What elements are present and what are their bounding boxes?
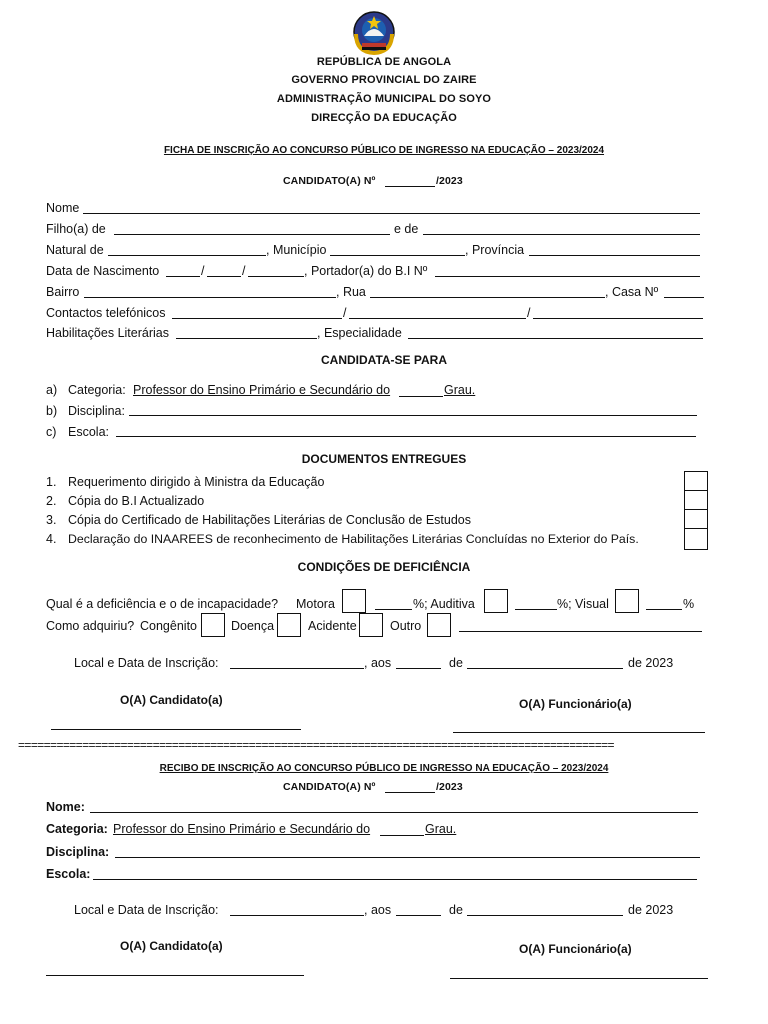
e-de-label: e de bbox=[394, 222, 419, 236]
doc-item-requerimento: Requerimento dirigido à Ministra da Educação bbox=[68, 475, 325, 489]
categoria-label: Categoria: bbox=[68, 383, 126, 397]
casa-field[interactable] bbox=[664, 297, 704, 298]
escola-field[interactable] bbox=[116, 436, 696, 437]
phone-field-1[interactable] bbox=[172, 318, 342, 319]
form-title: FICHA DE INSCRIÇÃO AO CONCURSO PÚBLICO DE INGRESSO NA EDUCAÇÃO – 2023/2024 bbox=[163, 145, 605, 156]
rua-field[interactable] bbox=[370, 297, 605, 298]
doc-item-num: 4. bbox=[46, 532, 57, 546]
date-slash: / bbox=[201, 264, 205, 278]
local-data-label: Local e Data de Inscrição: bbox=[74, 656, 219, 670]
phone-slash: / bbox=[343, 306, 347, 320]
signature-candidato-label: O(A) Candidato(a) bbox=[120, 693, 223, 707]
contactos-label: Contactos telefónicos bbox=[46, 306, 166, 320]
casa-label: , Casa Nº bbox=[605, 285, 659, 299]
escola-label: Escola: bbox=[68, 425, 109, 439]
recibo-title: RECIBO DE INSCRIÇÃO AO CONCURSO PÚBLICO DE INGRESSO NA EDUCAÇÃO – 2023/2024 bbox=[159, 763, 609, 774]
especialidade-field[interactable] bbox=[408, 338, 703, 339]
recibo-signature-funcionario-line[interactable] bbox=[450, 978, 708, 979]
doc-item-num: 1. bbox=[46, 475, 57, 489]
portador-label: , Portador(a) do B.I Nº bbox=[304, 264, 428, 278]
recibo-disciplina-label: Disciplina: bbox=[46, 845, 110, 859]
doc-item-num: 3. bbox=[46, 513, 57, 527]
aos-label: , aos bbox=[364, 656, 392, 670]
recibo-disciplina-field[interactable] bbox=[115, 857, 700, 858]
visual-checkbox[interactable] bbox=[615, 589, 639, 613]
outro-label: Outro bbox=[390, 619, 422, 633]
acidente-checkbox[interactable] bbox=[359, 613, 383, 637]
documentos-heading: DOCUMENTOS ENTREGUES bbox=[301, 452, 467, 466]
recibo-categoria-label: Categoria: bbox=[46, 822, 108, 836]
grau-label: Grau. bbox=[444, 383, 476, 397]
motora-checkbox[interactable] bbox=[342, 589, 366, 613]
congenito-checkbox[interactable] bbox=[201, 613, 225, 637]
recibo-categoria-value: Professor do Ensino Primário e Secundário do bbox=[113, 822, 371, 836]
recibo-escola-label: Escola: bbox=[46, 867, 91, 881]
bairro-label: Bairro bbox=[46, 285, 80, 299]
signature-funcionario-label: O(A) Funcionário(a) bbox=[519, 697, 632, 711]
outro-field[interactable] bbox=[459, 631, 702, 632]
de-label: de bbox=[449, 656, 463, 670]
recibo-candidate-year: /2023 bbox=[436, 781, 463, 793]
acidente-label: Acidente bbox=[308, 619, 357, 633]
local-field[interactable] bbox=[230, 668, 364, 669]
recibo-candidate-number-field[interactable] bbox=[385, 792, 435, 793]
year-label: de 2023 bbox=[628, 656, 674, 670]
habilitacoes-label: Habilitações Literárias bbox=[46, 326, 169, 340]
visual-percent-sign: % bbox=[683, 597, 695, 611]
provincia-field[interactable] bbox=[529, 255, 700, 256]
nascimento-label: Data de Nascimento bbox=[46, 264, 160, 278]
recibo-nome-field[interactable] bbox=[90, 812, 698, 813]
birth-day-field[interactable] bbox=[166, 276, 200, 277]
header-republic: REPÚBLICA DE ANGOLA bbox=[316, 56, 452, 68]
birth-year-field[interactable] bbox=[248, 276, 304, 277]
auditiva-percent-field[interactable] bbox=[515, 609, 557, 610]
recibo-local-field[interactable] bbox=[230, 915, 364, 916]
candidate-year: /2023 bbox=[436, 175, 463, 187]
cut-separator: ============================================================================================= bbox=[18, 738, 614, 752]
filho-field-father[interactable] bbox=[114, 234, 390, 235]
provincia-label: , Província bbox=[465, 243, 525, 257]
doc-item-certificado: Cópia do Certificado de Habilitações Literárias de Conclusão de Estudos bbox=[68, 513, 472, 527]
nome-field[interactable] bbox=[83, 213, 700, 214]
auditiva-label: %; Auditiva bbox=[413, 597, 475, 611]
recibo-signature-funcionario-label: O(A) Funcionário(a) bbox=[519, 942, 632, 956]
recibo-signature-candidato-line[interactable] bbox=[46, 975, 304, 976]
header-administration: ADMINISTRAÇÃO MUNICIPAL DO SOYO bbox=[276, 93, 492, 105]
motora-percent-field[interactable] bbox=[375, 609, 412, 610]
item-a-marker: a) bbox=[46, 383, 58, 397]
deficiencia-question: Qual é a deficiência e o de incapacidade? bbox=[46, 597, 279, 611]
doc-item-bi: Cópia do B.I Actualizado bbox=[68, 494, 205, 508]
especialidade-label: , Especialidade bbox=[317, 326, 402, 340]
recibo-grau-field[interactable] bbox=[380, 835, 424, 836]
item-c-marker: c) bbox=[46, 425, 57, 439]
auditiva-checkbox[interactable] bbox=[484, 589, 508, 613]
municipio-label: , Município bbox=[266, 243, 327, 257]
coat-of-arms-emblem bbox=[350, 10, 398, 56]
grau-field[interactable] bbox=[399, 396, 443, 397]
recibo-nome-label: Nome: bbox=[46, 800, 85, 814]
recibo-grau-label: Grau. bbox=[425, 822, 457, 836]
como-adquiriu-label: Como adquiriu? bbox=[46, 619, 135, 633]
outro-checkbox[interactable] bbox=[427, 613, 451, 637]
candidate-number-label: CANDIDATO(A) Nº bbox=[283, 175, 376, 187]
visual-percent-field[interactable] bbox=[646, 609, 682, 610]
doenca-label: Doença bbox=[231, 619, 275, 633]
doc-item-num: 2. bbox=[46, 494, 57, 508]
header-direction: DIRECÇÃO DA EDUCAÇÃO bbox=[311, 112, 457, 124]
recibo-aos-label: , aos bbox=[364, 903, 392, 917]
motora-label: Motora bbox=[296, 597, 335, 611]
birth-month-field[interactable] bbox=[207, 276, 241, 277]
rua-label: , Rua bbox=[336, 285, 366, 299]
bairro-field[interactable] bbox=[84, 297, 336, 298]
phone-field-3[interactable] bbox=[533, 318, 703, 319]
candidata-se-heading: CANDIDATA-SE PARA bbox=[321, 353, 447, 367]
municipio-field[interactable] bbox=[330, 255, 465, 256]
doenca-checkbox[interactable] bbox=[277, 613, 301, 637]
signature-candidato-line[interactable] bbox=[51, 729, 301, 730]
recibo-local-data-label: Local e Data de Inscrição: bbox=[74, 903, 219, 917]
date-slash: / bbox=[242, 264, 246, 278]
filho-label: Filho(a) de bbox=[46, 222, 106, 236]
disciplina-label: Disciplina: bbox=[68, 404, 125, 418]
day-field[interactable] bbox=[396, 668, 441, 669]
disciplina-field[interactable] bbox=[129, 415, 697, 416]
phone-field-2[interactable] bbox=[349, 318, 526, 319]
recibo-day-field[interactable] bbox=[396, 915, 441, 916]
recibo-candidate-number-label: CANDIDATO(A) Nº bbox=[283, 781, 376, 793]
natural-label: Natural de bbox=[46, 243, 104, 257]
phone-slash: / bbox=[527, 306, 531, 320]
nome-label: Nome bbox=[46, 201, 80, 215]
natural-field[interactable] bbox=[108, 255, 266, 256]
visual-label: %; Visual bbox=[557, 597, 609, 611]
header-government: GOVERNO PROVINCIAL DO ZAIRE bbox=[291, 74, 477, 86]
month-field[interactable] bbox=[467, 668, 623, 669]
candidate-number-field[interactable] bbox=[385, 186, 435, 187]
recibo-year-label: de 2023 bbox=[628, 903, 674, 917]
congenito-label: Congênito bbox=[140, 619, 197, 633]
recibo-de-label: de bbox=[449, 903, 463, 917]
categoria-value: Professor do Ensino Primário e Secundário do bbox=[133, 383, 391, 397]
recibo-signature-candidato-label: O(A) Candidato(a) bbox=[120, 939, 223, 953]
item-b-marker: b) bbox=[46, 404, 58, 418]
deficiencia-heading: CONDIÇÕES DE DEFICIÊNCIA bbox=[297, 560, 471, 574]
habilitacoes-field[interactable] bbox=[176, 338, 317, 339]
signature-funcionario-line[interactable] bbox=[453, 732, 705, 733]
filho-field-mother[interactable] bbox=[423, 234, 700, 235]
recibo-month-field[interactable] bbox=[467, 915, 623, 916]
doc-item-declaracao: Declaração do INAAREES de reconhecimento de Habilitações Literárias Concluídas no Exterior do País. bbox=[68, 532, 639, 546]
doc-checkbox-4[interactable] bbox=[684, 528, 708, 550]
bi-number-field[interactable] bbox=[435, 276, 700, 277]
recibo-escola-field[interactable] bbox=[93, 879, 697, 880]
